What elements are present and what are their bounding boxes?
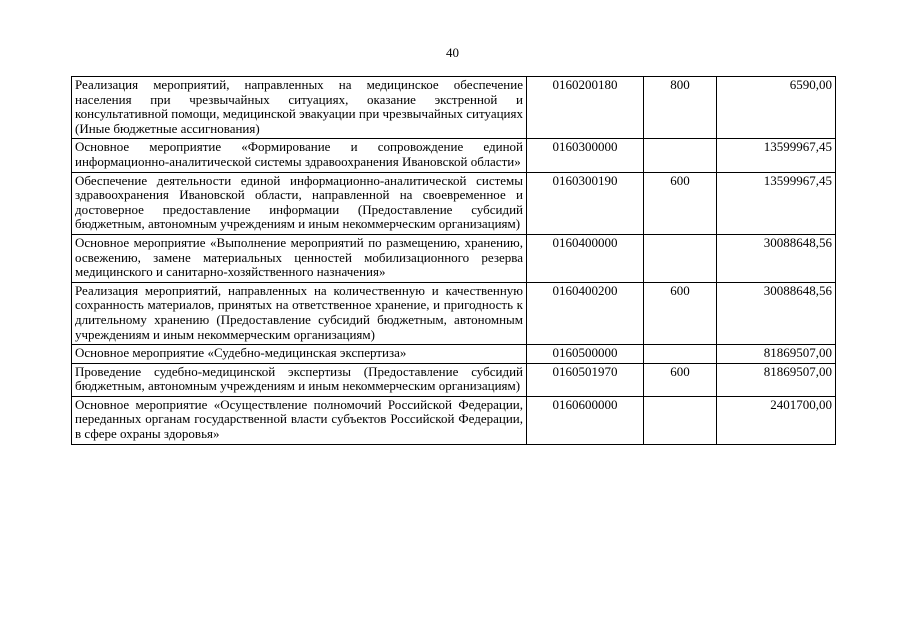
row-amount: 13599967,45	[717, 139, 836, 172]
row-amount: 6590,00	[717, 77, 836, 139]
table-row	[72, 345, 836, 364]
row-code: 0160400000	[527, 234, 644, 282]
row-code: 0160200180	[527, 77, 644, 139]
row-expense-type	[644, 234, 717, 282]
row-expense-type: 800	[644, 77, 717, 139]
row-code: 0160500000	[527, 345, 644, 364]
row-description: Проведение судебно-медицинской экспертизы (Предоставление субсидий бюджетным, автономным учреждениям и иным некоммерческим организациям)	[72, 363, 527, 396]
row-description: Обеспечение деятельности единой информационно-аналитической системы здравоохранения Ивановской области, направленной на своевременное и достоверное предоставление информации (Предоставление субсидий бюджетным, автономным учреждениям и иным некоммерческим организациям)	[72, 172, 527, 234]
row-amount: 13599967,45	[717, 172, 836, 234]
table-row	[72, 363, 836, 396]
row-description: Основное мероприятие «Формирование и сопровождение единой информационно-аналитической системы здравоохранения Ивановской области»	[72, 139, 527, 172]
row-description: Основное мероприятие «Судебно-медицинская экспертиза»	[72, 345, 527, 364]
row-expense-type: 600	[644, 282, 717, 344]
table-row	[72, 172, 836, 234]
row-code: 0160400200	[527, 282, 644, 344]
page-number: 40	[446, 45, 459, 60]
row-description: Реализация мероприятий, направленных на медицинское обеспечение населения при чрезвычайных ситуациях, оказание экстренной и консультативной помощи, медицинской эвакуации при чрезвычайных ситуациях (Иные бюджетные ассигнования)	[72, 77, 527, 139]
row-expense-type	[644, 396, 717, 444]
table-row	[72, 234, 836, 282]
row-amount: 30088648,56	[717, 282, 836, 344]
row-code: 0160300190	[527, 172, 644, 234]
row-expense-type: 600	[644, 363, 717, 396]
row-description: Основное мероприятие «Выполнение мероприятий по размещению, хранению, освежению, замене материальных ценностей мобилизационного резерва медицинского и санитарно-хозяйственного назначения»	[72, 234, 527, 282]
row-code: 0160501970	[527, 363, 644, 396]
row-amount: 81869507,00	[717, 345, 836, 364]
row-expense-type: 600	[644, 172, 717, 234]
row-expense-type	[644, 139, 717, 172]
row-amount: 30088648,56	[717, 234, 836, 282]
row-expense-type	[644, 345, 717, 364]
table-row	[72, 282, 836, 344]
row-description: Основное мероприятие «Осуществление полномочий Российской Федерации, переданных органам государственной власти субъектов Российской Федерации, в сфере охраны здоровья»	[72, 396, 527, 444]
row-description: Реализация мероприятий, направленных на количественную и качественную сохранность материалов, принятых на ответственное хранение, и пригодность к длительному хранению (Предоставление субсидий бюджетным, автономным учреждениям и иным некоммерческим организациям)	[72, 282, 527, 344]
row-code: 0160300000	[527, 139, 644, 172]
row-code: 0160600000	[527, 396, 644, 444]
row-amount: 81869507,00	[717, 363, 836, 396]
budget-table	[71, 76, 836, 445]
table-row	[72, 396, 836, 444]
table-row	[72, 77, 836, 139]
table-row	[72, 139, 836, 172]
row-amount: 2401700,00	[717, 396, 836, 444]
